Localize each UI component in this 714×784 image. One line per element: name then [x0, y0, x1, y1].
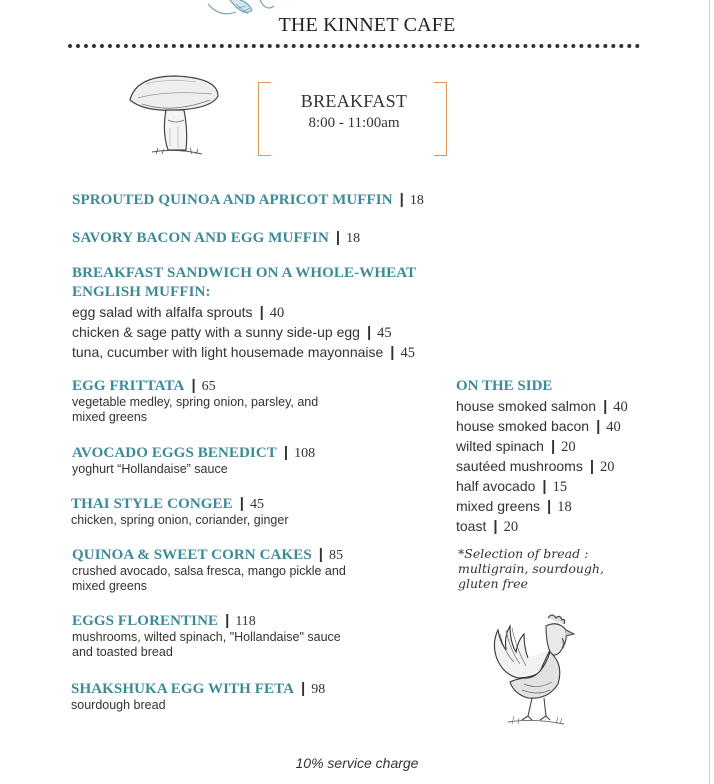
item-name: AVOCADO EGGS BENEDICT	[72, 445, 277, 461]
menu-item: SHAKSHUKA EGG WITH FETA | 98 sourdough bread	[71, 680, 401, 713]
item-description: mixed greens	[72, 579, 148, 593]
bread-note: *Selection of bread : multigrain, sourdough, gluten free	[458, 546, 604, 591]
side-item: house smoked salmon | 40	[456, 398, 628, 415]
item-name: EGG FRITTATA	[72, 378, 185, 394]
menu-item: EGGS FLORENTINE | 118 mushrooms, wilted spinach, "Hollandaise" sauce and toasted bread	[72, 612, 402, 660]
menu-item: SPROUTED QUINOA AND APRICOT MUFFIN | 18	[72, 191, 424, 208]
sandwich-option: chicken & sage patty with a sunny side-up egg | 45	[72, 324, 392, 341]
side-item: toast | 20	[456, 518, 519, 535]
sandwich-name-line1: BREAKFAST SANDWICH ON A WHOLE-WHEAT	[72, 265, 417, 281]
item-description: crushed avocado, salsa fresca, mango pickle and	[72, 564, 346, 578]
item-name: THAI STYLE CONGEE	[71, 496, 233, 512]
side-item: house smoked bacon | 40	[456, 418, 621, 435]
sandwich-option: egg salad with alfalfa sprouts | 40	[72, 304, 285, 321]
item-price: 45	[249, 497, 264, 512]
dotted-divider	[68, 44, 640, 48]
service-charge-note: 10% service charge	[295, 755, 419, 771]
item-description: vegetable medley, spring onion, parsley, and	[72, 395, 319, 409]
meal-title: BREAKFAST	[300, 91, 408, 111]
item-price: 18	[346, 231, 361, 246]
mushroom-illustration	[126, 70, 222, 160]
item-name: SAVORY BACON AND EGG MUFFIN	[72, 230, 329, 246]
menu-item: AVOCADO EGGS BENEDICT | 108 yoghurt “Hollandaise” sauce	[72, 444, 402, 477]
cafe-title: THE KINNET CAFE	[278, 14, 456, 36]
menu-item: QUINOA & SWEET CORN CAKES | 85 crushed avocado, salsa fresca, mango pickle and mixed greens	[72, 546, 402, 594]
item-name: SHAKSHUKA EGG WITH FETA	[71, 681, 295, 697]
item-price: 108	[294, 446, 316, 461]
menu-item: SAVORY BACON AND EGG MUFFIN | 18	[72, 229, 361, 246]
item-price: 85	[328, 548, 343, 563]
meal-hours: 8:00 - 11:00am	[308, 115, 400, 131]
side-list	[456, 397, 628, 537]
side-item: mixed greens | 18	[456, 498, 572, 515]
item-price: 118	[235, 614, 256, 629]
item-description: mushrooms, wilted spinach, "Hollandaise" sauce	[72, 630, 341, 644]
item-description: yoghurt “Hollandaise” sauce	[72, 462, 228, 476]
sandwich-options	[72, 303, 415, 363]
item-description: and toasted bread	[72, 645, 173, 659]
menu-item: THAI STYLE CONGEE | 45 chicken, spring onion, coriander, ginger	[71, 495, 401, 528]
item-price: 65	[201, 379, 216, 394]
item-name: QUINOA & SWEET CORN CAKES	[72, 547, 312, 563]
item-description: chicken, spring onion, coriander, ginger	[71, 513, 289, 527]
sandwich-option: tuna, cucumber with light housemade mayonnaise | 45	[72, 344, 415, 361]
side-item: wilted spinach | 20	[456, 438, 576, 455]
item-description: sourdough bread	[71, 698, 166, 712]
item-description: mixed greens	[72, 410, 148, 424]
page-edge	[709, 0, 710, 784]
item-name: EGGS FLORENTINE	[72, 613, 219, 629]
item-price: 18	[409, 193, 424, 208]
rooster-illustration	[488, 612, 580, 730]
item-price: 98	[311, 682, 326, 697]
sandwich-name-line2: ENGLISH MUFFIN:	[72, 284, 211, 300]
side-item: half avocado | 15	[456, 478, 568, 495]
item-name: SPROUTED QUINOA AND APRICOT MUFFIN	[72, 192, 393, 208]
menu-item: EGG FRITTATA | 65 vegetable medley, spring onion, parsley, and mixed greens	[72, 377, 402, 425]
side-item: sautéed mushrooms | 20	[456, 458, 615, 475]
side-title: ON THE SIDE	[456, 378, 553, 394]
